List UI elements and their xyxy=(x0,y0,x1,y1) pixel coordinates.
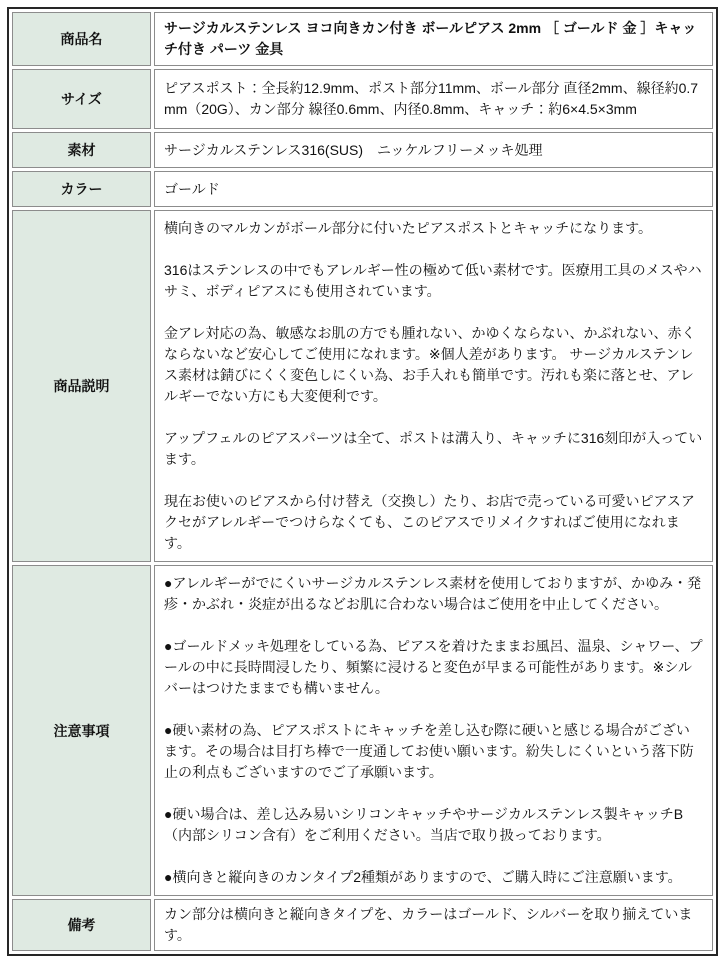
precaution-paragraph: ●硬い場合は、差し込み易いシリコンキャッチやサージカルステンレス製キャッチB（内部シリコン含有）をご利用ください。当店で取り扱っております。 xyxy=(164,806,684,843)
spec-row-remarks xyxy=(12,899,713,951)
row-label-precautions: 注意事項 xyxy=(12,565,151,896)
row-label-remarks: 備考 xyxy=(12,899,151,951)
row-value-product-name: サージカルステンレス ヨコ向きカン付き ボールピアス 2mm ［ ゴールド 金 ］キャッチ付き パーツ 金具 xyxy=(154,12,713,66)
description-paragraph: アップフェルのピアスパーツは全て、ポストは溝入り、キャッチに316刻印が入っています。 xyxy=(164,430,703,467)
precaution-paragraph: ●横向きと縦向きのカンタイプ2種類がありますので、ご購入時にご注意願います。 xyxy=(164,869,682,885)
precaution-paragraph: ●ゴールドメッキ処理をしている為、ピアスを着けたままお風呂、温泉、シャワー、プールの中に長時間浸したり、頻繁に浸けると変色が早まる可能性があります。※シルバーはつけたままでも構いません。 xyxy=(164,638,703,696)
row-value-material: サージカルステンレス316(SUS) ニッケルフリーメッキ処理 xyxy=(154,132,713,168)
spec-row-material xyxy=(12,132,713,168)
product-spec-table xyxy=(7,7,718,956)
row-label-color: カラー xyxy=(12,171,151,207)
description-paragraph: 金アレ対応の為、敏感なお肌の方でも腫れない、かゆくならない、かぶれない、赤くならないなど安心してご使用になれます。※個人差があります。 サージカルステンレス素材は錆びにくく変色しにくい為、お手入れも簡単です。汚れも楽に落とせ、アレルギーでない方にも大変便利です。 xyxy=(164,325,696,404)
row-value-remarks: カン部分は横向きと縦向きタイプを、カラーはゴールド、シルバーを取り揃えています。 xyxy=(154,899,713,951)
row-value-color: ゴールド xyxy=(154,171,713,207)
precaution-paragraph: ●アレルギーがでにくいサージカルステンレス素材を使用しておりますが、かゆみ・発疹・かぶれ・炎症が出るなどお肌に合わない場合はご使用を中止してください。 xyxy=(164,575,702,612)
spec-row-color xyxy=(12,171,713,207)
row-value-size: ピアスポスト：全長約12.9mm、ポスト部分11mm、ボール部分 直径2mm、線径約0.7mm（20G）、カン部分 線径0.6mm、内径0.8mm、キャッチ：約6×4.5×3mm xyxy=(154,69,713,129)
row-label-description: 商品説明 xyxy=(12,210,151,562)
row-label-material: 素材 xyxy=(12,132,151,168)
row-value-precautions xyxy=(154,565,713,896)
row-value-description xyxy=(154,210,713,562)
description-paragraph: 316はステンレスの中でもアレルギー性の極めて低い素材です。医療用工具のメスやハサミ、ボディピアスにも使用されています。 xyxy=(164,262,702,299)
spec-row-description xyxy=(12,210,713,562)
spec-row-size xyxy=(12,69,713,129)
precaution-paragraph: ●硬い素材の為、ピアスポストにキャッチを差し込む際に硬いと感じる場合がございます。その場合は目打ち棒で一度通してお使い願います。紛失しにくいという落下防止の利点もございますのでご了承願います。 xyxy=(164,722,694,780)
spec-row-product-name xyxy=(12,12,713,66)
row-label-size: サイズ xyxy=(12,69,151,129)
description-paragraph: 現在お使いのピアスから付け替え（交換し）たり、お店で売っている可愛いピアスアクセがアレルギーでつけらなくても、このピアスでリメイクすればご使用になれます。 xyxy=(164,493,695,551)
spec-row-precautions xyxy=(12,565,713,896)
row-label-product-name: 商品名 xyxy=(12,12,151,66)
description-paragraph: 横向きのマルカンがボール部分に付いたピアスポストとキャッチになります。 xyxy=(164,220,653,236)
